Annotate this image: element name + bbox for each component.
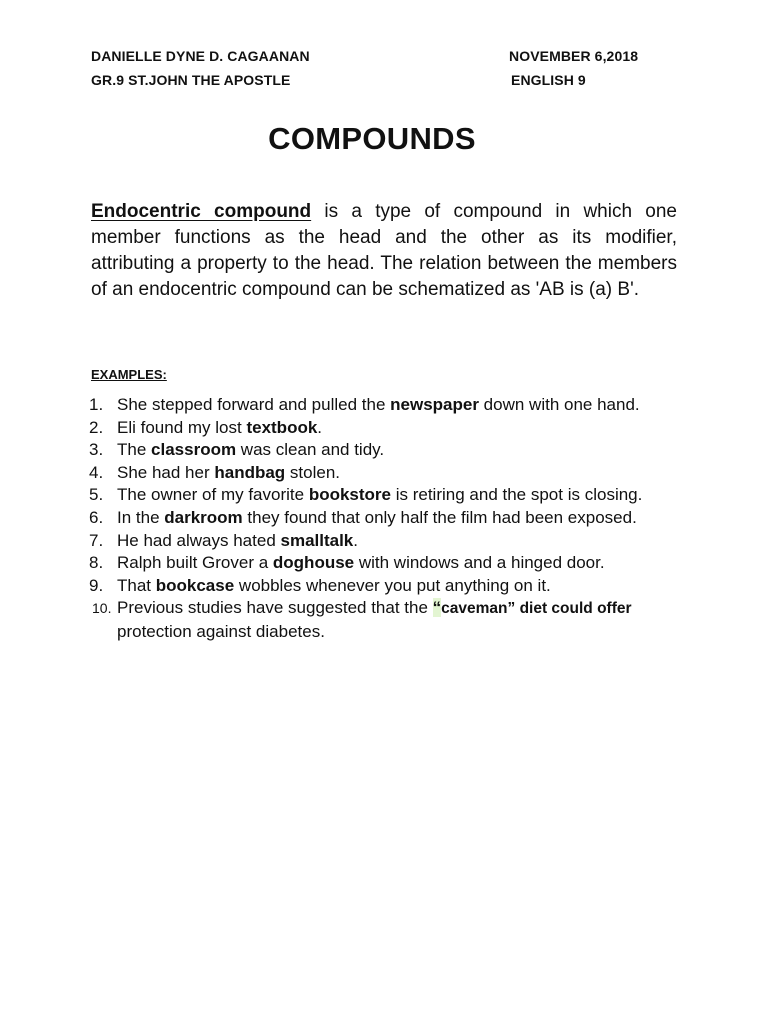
example-item bbox=[0, 462, 768, 485]
definition-text: is a type of compound in which one member functions as the head and the other as its modifier, attributing a property to the head. The relation between the members of an endocentric compound can be schematized as 'AB is (a) B'. bbox=[91, 201, 677, 300]
example-text-before: Ralph built Grover a bbox=[117, 553, 273, 573]
example-text-before: The bbox=[117, 440, 152, 460]
example-sentence bbox=[117, 417, 322, 440]
example-text-after: stolen. bbox=[285, 462, 341, 482]
student-name: DANIELLE DYNE D. CAGAANAN bbox=[91, 48, 310, 64]
example-sentence bbox=[117, 507, 637, 530]
example-sentence bbox=[117, 575, 551, 598]
example-text-after: they found that only half the film had been exposed. bbox=[242, 507, 637, 527]
example-number: 8. bbox=[89, 553, 104, 573]
example-item bbox=[0, 530, 768, 553]
example-compound: handbag bbox=[214, 462, 286, 482]
example-compound: newspaper bbox=[390, 395, 479, 414]
definition-paragraph bbox=[91, 199, 677, 303]
example-item bbox=[0, 597, 768, 643]
example-text-before: In the bbox=[117, 507, 165, 527]
subject: ENGLISH 9 bbox=[511, 72, 586, 88]
definition-term: Endocentric compound bbox=[91, 201, 312, 222]
example-text-after: wobbles whenever you put anything on it. bbox=[234, 575, 551, 595]
example-compound: smalltalk bbox=[280, 530, 354, 550]
example-sentence bbox=[117, 439, 384, 462]
examples-list bbox=[0, 394, 768, 643]
example-number: 5. bbox=[89, 485, 104, 505]
example-item bbox=[0, 484, 768, 507]
page-title: COMPOUNDS bbox=[268, 121, 476, 156]
example-item bbox=[0, 507, 768, 530]
highlighted-quote-mark: “ bbox=[432, 598, 442, 618]
example-text-before: He had always hated bbox=[117, 530, 281, 550]
example-number: 2. bbox=[89, 417, 104, 437]
example-text-after: down with one hand. bbox=[478, 395, 640, 414]
example-number: 6. bbox=[89, 507, 104, 527]
example-text-after: . bbox=[353, 530, 358, 550]
example-text-before: She had her bbox=[117, 462, 215, 482]
example-compound: bookstore bbox=[308, 485, 391, 505]
example-sentence bbox=[117, 552, 605, 575]
example-compound: textbook bbox=[246, 417, 318, 437]
example-compound: caveman” diet could offer bbox=[441, 600, 632, 618]
example-number: 7. bbox=[89, 530, 104, 550]
example-sentence bbox=[117, 597, 677, 643]
example-compound: classroom bbox=[151, 440, 237, 460]
example-text-before: The owner of my favorite bbox=[117, 485, 309, 505]
example-item bbox=[0, 552, 768, 575]
example-text-before: Previous studies have suggested that the bbox=[117, 598, 433, 618]
example-text-after: . bbox=[317, 417, 323, 437]
examples-heading: EXAMPLES: bbox=[91, 367, 167, 382]
example-item bbox=[0, 439, 768, 462]
example-number: 3. bbox=[89, 440, 104, 460]
example-sentence bbox=[117, 530, 358, 553]
example-number: 9. bbox=[89, 575, 104, 595]
example-compound: doghouse bbox=[272, 553, 355, 573]
example-item bbox=[0, 417, 768, 440]
example-number: 10. bbox=[92, 600, 112, 617]
example-compound: bookcase bbox=[155, 575, 235, 595]
example-text-after: was clean and tidy. bbox=[236, 440, 385, 460]
example-text-after: with windows and a hinged door. bbox=[354, 553, 605, 573]
example-text-after: protection against diabetes. bbox=[117, 621, 325, 641]
example-text-before: That bbox=[117, 575, 156, 595]
example-number: 4. bbox=[89, 462, 104, 482]
example-item bbox=[0, 394, 768, 417]
example-compound: darkroom bbox=[164, 507, 243, 527]
example-sentence bbox=[117, 484, 642, 507]
document-date: NOVEMBER 6,2018 bbox=[509, 48, 639, 64]
example-sentence bbox=[117, 462, 340, 485]
class-section: GR.9 ST.JOHN THE APOSTLE bbox=[91, 72, 291, 88]
example-number: 1. bbox=[89, 395, 104, 414]
example-item bbox=[0, 575, 768, 598]
example-sentence bbox=[117, 394, 640, 417]
example-text-before: She stepped forward and pulled the bbox=[117, 395, 391, 414]
example-text-before: Eli found my lost bbox=[117, 417, 247, 437]
example-text-after: is retiring and the spot is closing. bbox=[391, 485, 643, 505]
